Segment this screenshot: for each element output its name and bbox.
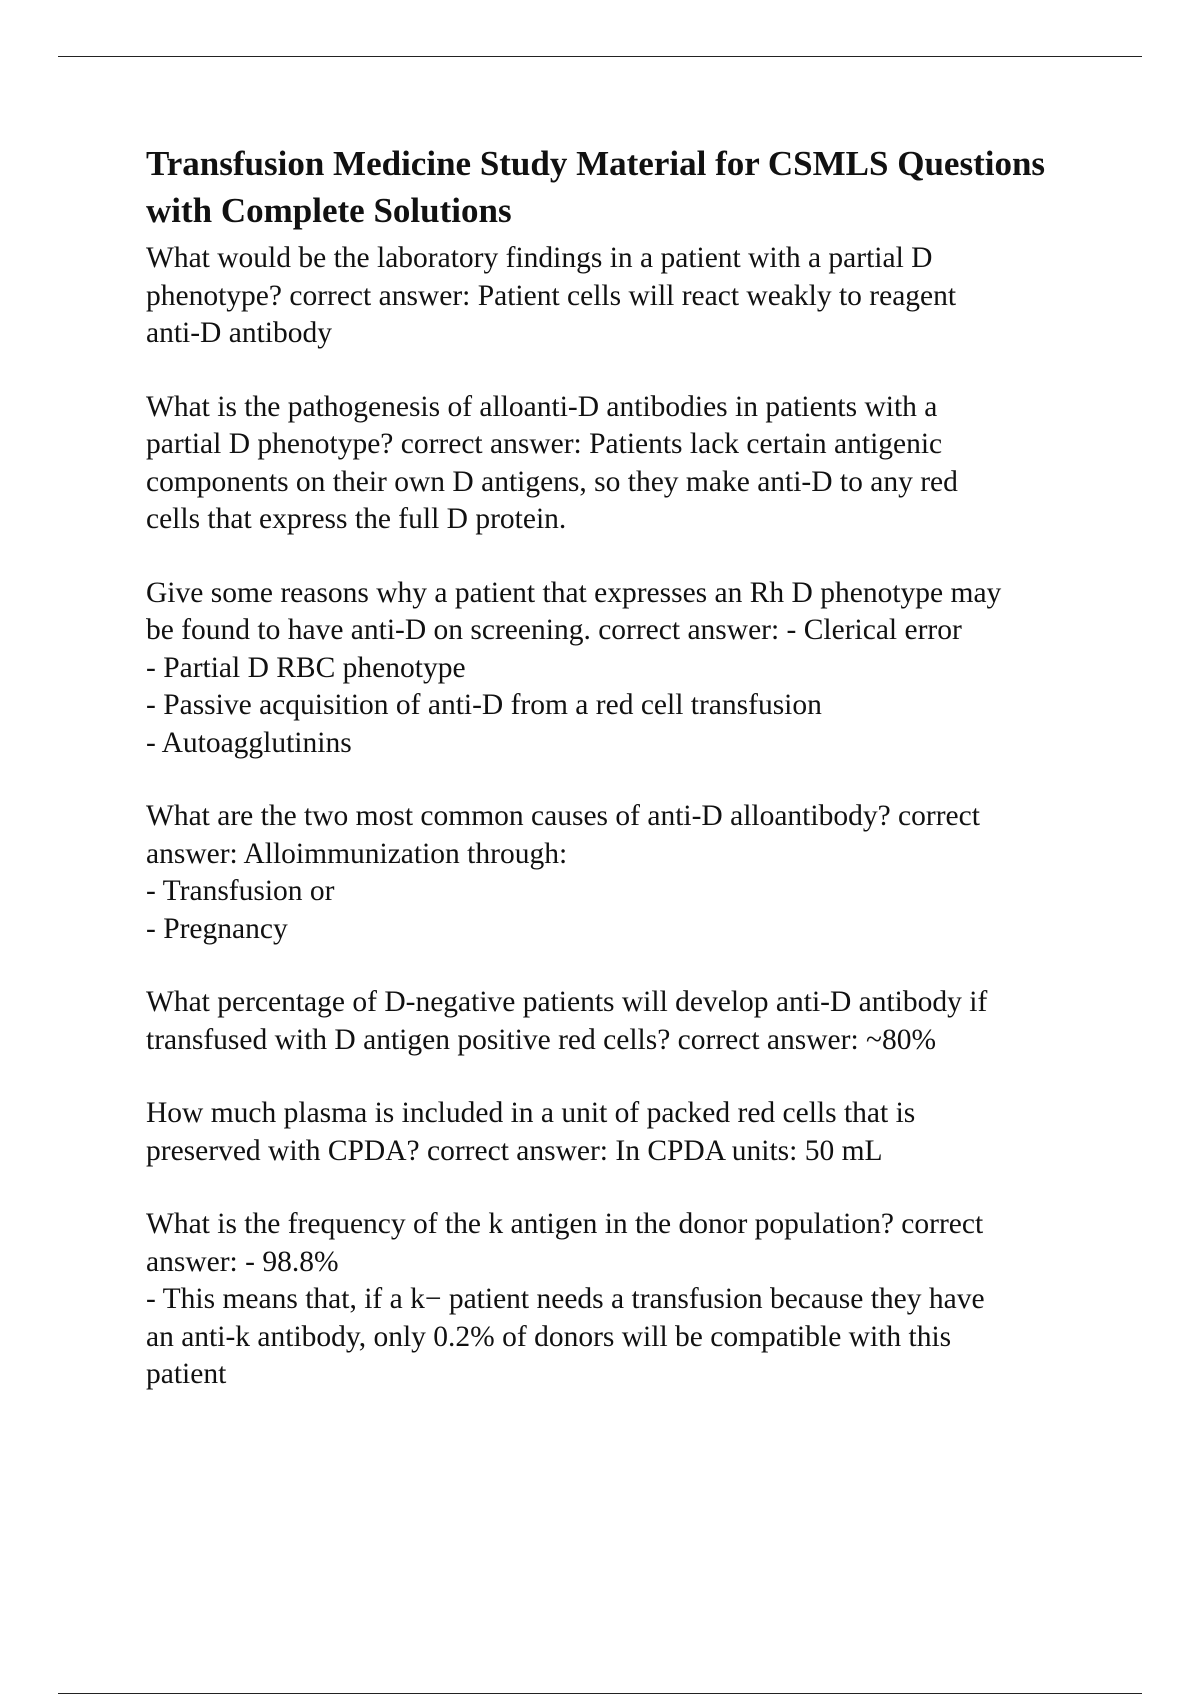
qa-line: - Passive acquisition of anti-D from a red cell transfusion: [146, 689, 822, 721]
qa-line: answer: - 98.8%: [146, 1245, 339, 1278]
document-title-line: Transfusion Medicine Study Material for CSMLS Questions: [146, 144, 1046, 183]
qa-line: transfused with D antigen positive red cells? correct answer: ~80%: [146, 1023, 937, 1056]
qa-item: [146, 575, 1086, 763]
qa-line: What would be the laboratory findings in a patient with a partial D: [146, 242, 933, 274]
qa-line: phenotype? correct answer: Patient cells will react weakly to reagent: [146, 279, 957, 312]
qa-line: cells that express the full D protein.: [146, 503, 567, 535]
document-title-line: with Complete Solutions: [146, 191, 512, 230]
qa-item: [146, 798, 1086, 948]
document-title: [146, 140, 1086, 234]
footer-rule: [58, 1693, 1142, 1694]
qa-line: What is the pathogenesis of alloanti-D antibodies in patients with a: [146, 390, 938, 423]
qa-line: anti-D antibody: [146, 317, 332, 349]
qa-item: [146, 240, 1086, 353]
qa-line: patient: [146, 1358, 227, 1390]
qa-item: [146, 1095, 1086, 1170]
qa-line: preserved with CPDA? correct answer: In CPDA units: 50 mL: [146, 1134, 883, 1167]
header-rule: [58, 56, 1142, 57]
qa-line: How much plasma is included in a unit of packed red cells that is: [146, 1097, 916, 1129]
qa-line: components on their own D antigens, so they make anti-D to any red: [146, 465, 958, 498]
qa-line: What are the two most common causes of anti-D alloantibody? correct: [146, 800, 980, 832]
qa-line: partial D phenotype? correct answer: Patients lack certain antigenic: [146, 428, 943, 460]
qa-line: an anti-k antibody, only 0.2% of donors will be compatible with this: [146, 1320, 952, 1353]
qa-line: Give some reasons why a patient that expresses an Rh D phenotype may: [146, 576, 1002, 609]
qa-line: - This means that, if a k− patient needs a transfusion because they have: [146, 1283, 985, 1315]
qa-line: What percentage of D-negative patients will develop anti-D antibody if: [146, 986, 988, 1018]
page-content: [146, 140, 1086, 1430]
qa-line: - Transfusion or: [146, 875, 335, 907]
qa-line: - Partial D RBC phenotype: [146, 651, 466, 684]
qa-item: [146, 984, 1086, 1059]
qa-line: - Pregnancy: [146, 912, 288, 945]
qa-line: answer: Alloimmunization through:: [146, 837, 568, 870]
qa-item: [146, 1206, 1086, 1394]
qa-item: [146, 389, 1086, 539]
qa-line: What is the frequency of the k antigen in the donor population? correct: [146, 1208, 984, 1240]
qa-line: - Autoagglutinins: [146, 726, 352, 759]
qa-line: be found to have anti-D on screening. correct answer: - Clerical error: [146, 614, 962, 646]
